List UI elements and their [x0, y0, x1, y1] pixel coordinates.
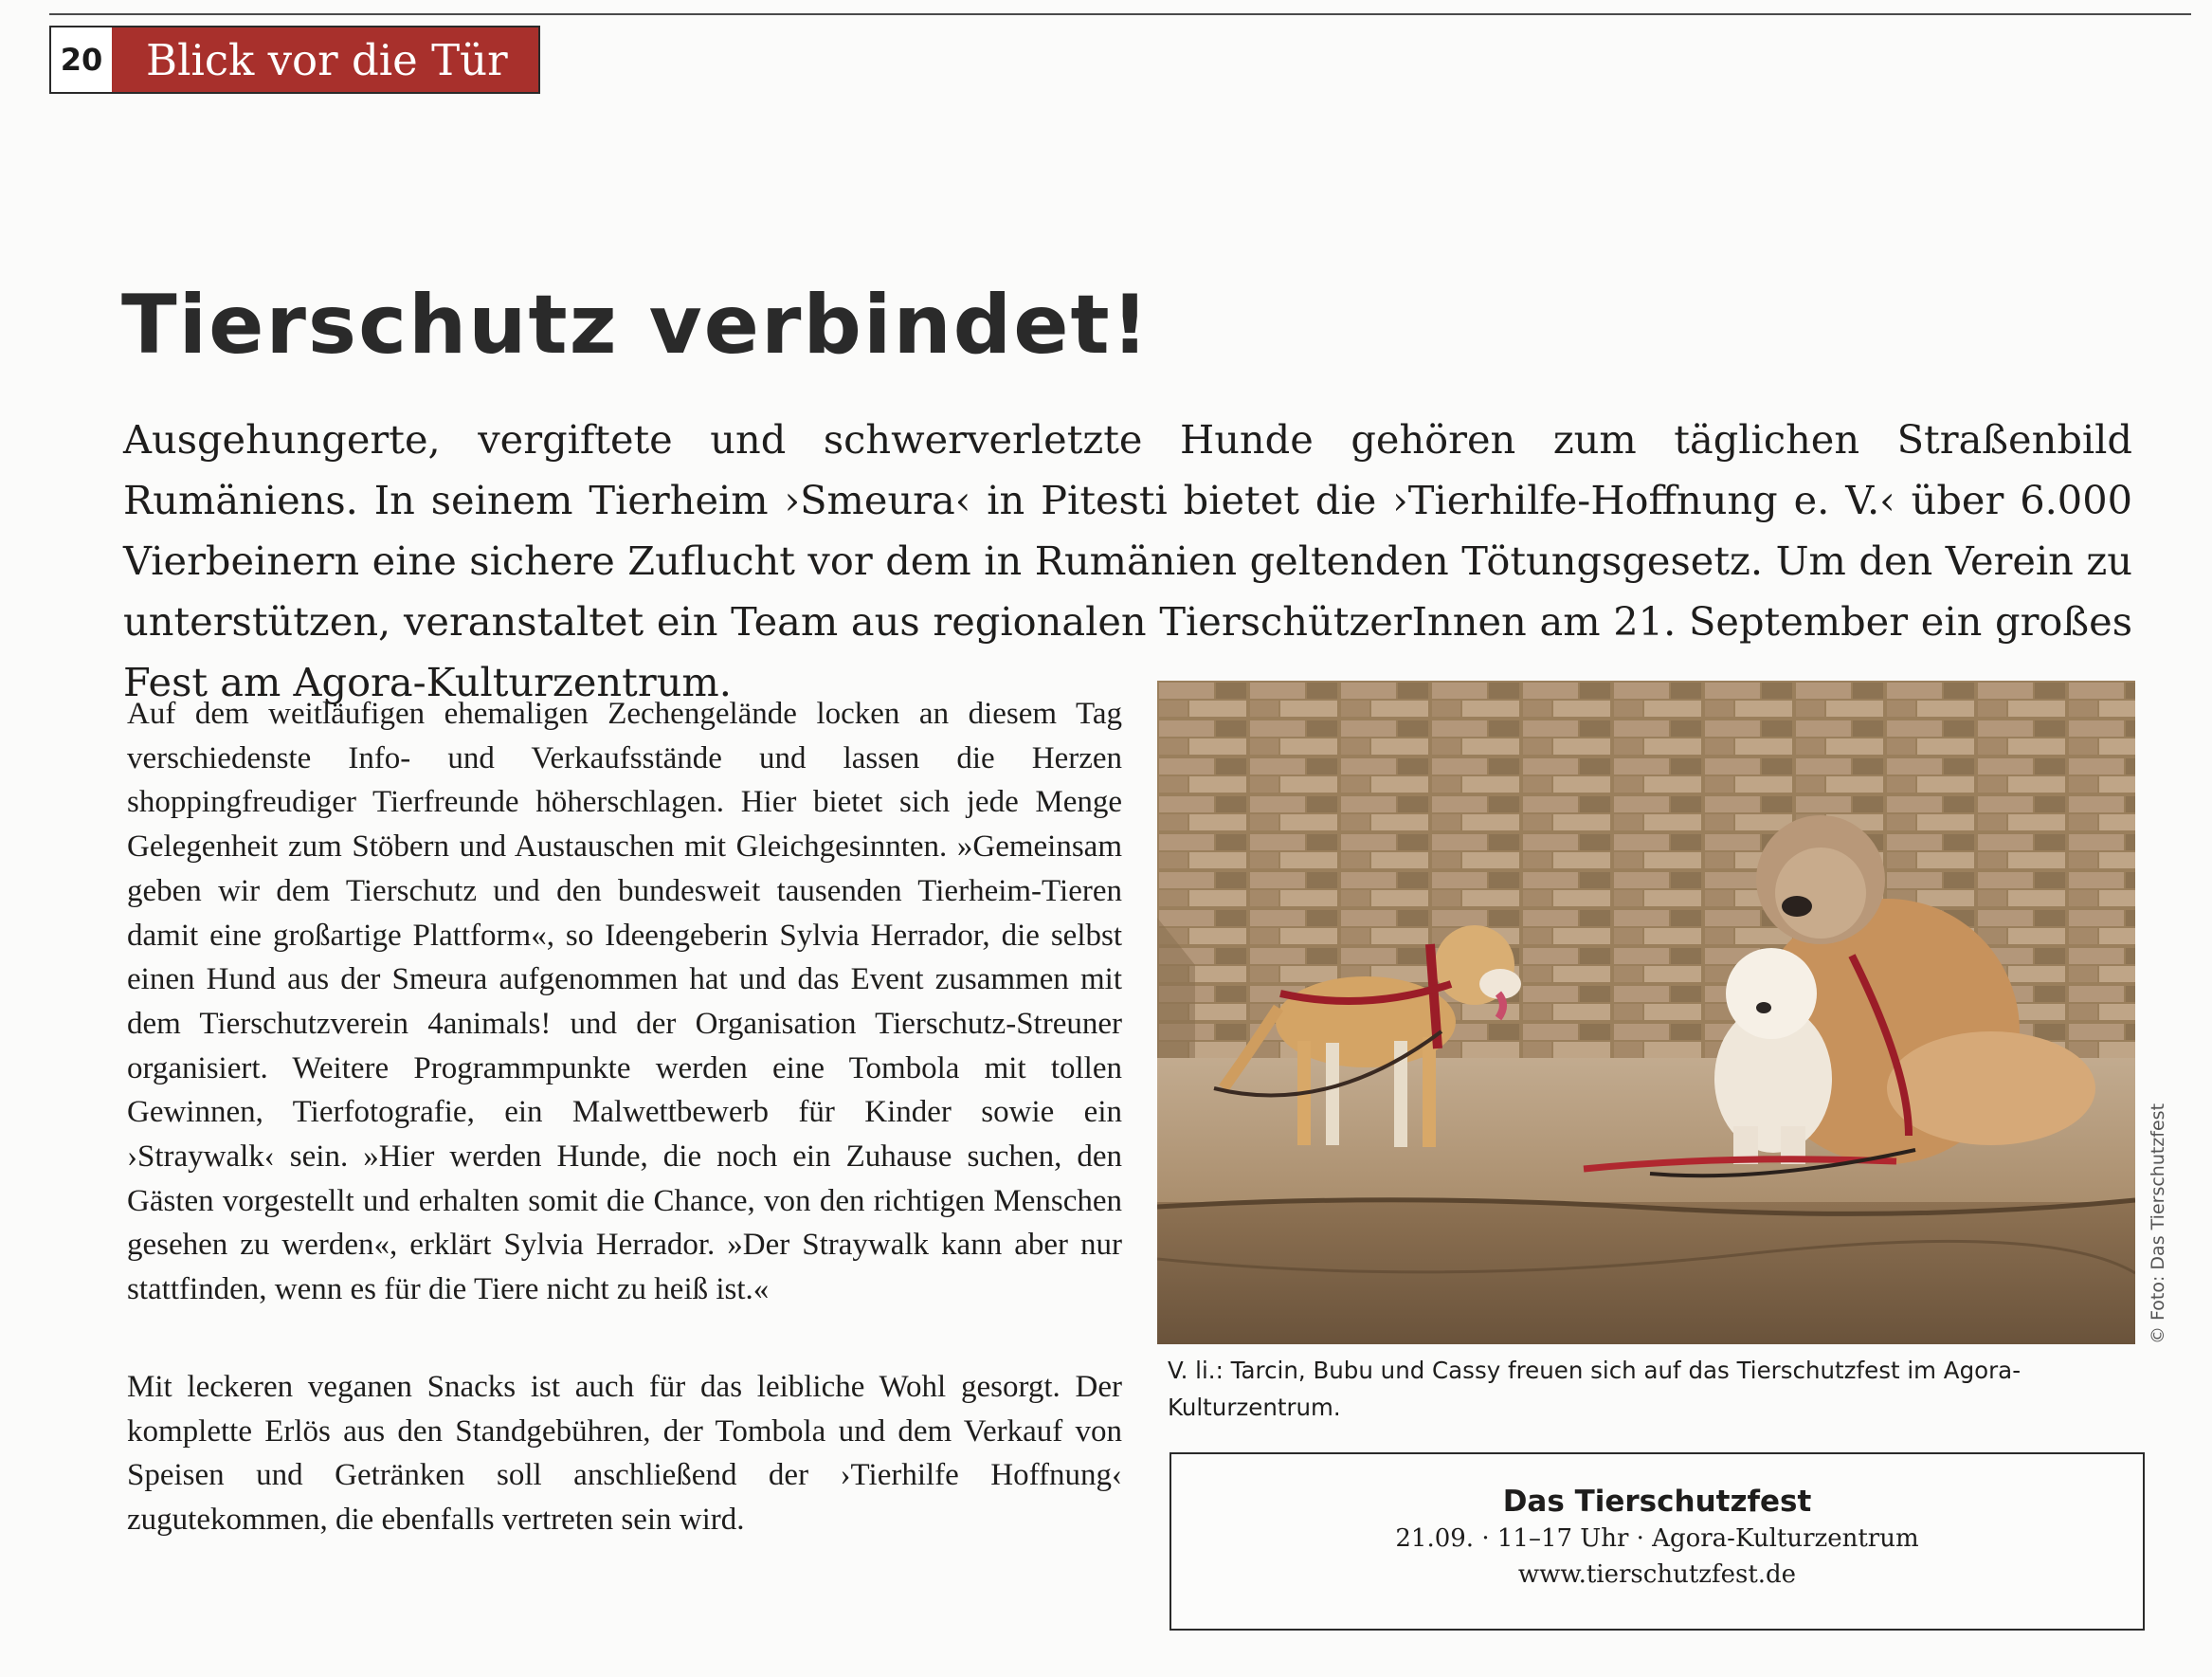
page-number: 20 — [60, 42, 103, 78]
article-body — [127, 692, 1122, 1542]
article-headline: Tierschutz verbindet! — [121, 278, 1151, 373]
page-header — [49, 26, 540, 94]
photo-credit: © Foto: Das Tierschutzfest — [2148, 1103, 2168, 1344]
photo-caption: V. li.: Tarcin, Bubu und Cassy freuen sich auf das Tierschutzfest im Agora-Kulturzentrum. — [1168, 1357, 2022, 1421]
section-title: Blick vor die Tür — [112, 27, 538, 92]
article-lead: Ausgehungerte, vergiftete und schwerverletzte Hunde gehören zum täglichen Straßenbild Rumäniens. In seinem Tierheim ›Smeura‹ in Pitesti bietet die ›Tierhilfe-Hoffnung e. V.‹ über 6.000 Vierbeinern eine sichere Zuflucht vor dem in Rumänien geltenden Tötungsgesetz. Um den Verein zu unterstützen, veranstaltet ein Team aus regionalen TierschützerInnen am 21. September ein großes Fest am Agora-Kulturzentrum. — [123, 416, 2132, 705]
dogs-photo — [1157, 681, 2135, 1344]
event-details: 21.09. · 11–17 Uhr · Agora-Kulturzentrum — [1395, 1524, 1919, 1553]
body-paragraph: Auf dem weitläufigen ehemaligen Zechengelände locken an diesem Tag verschiedenste Info- und Verkaufsstände und lassen die Herzen shoppingfreudiger Tierfreunde höherschlagen. Hier bietet sich jede Menge Gelegenheit zum Stöbern und Austauschen mit Gleichgesinnten. »Gemeinsam geben wir dem Tierschutz und den bundesweit tausenden Tierheim-Tieren damit eine großartige Plattform«, so Ideengeberin Sylvia Herrador, die selbst einen Hund aus der Smeura aufgenommen hat und das Event zusammen mit dem Tierschutzverein 4animals! und der Organisation Tierschutz-Streuner organisiert. Weitere Programmpunkte werden eine Tombola mit tollen Gewinnen, Tierfotografie, ein Malwettbewerb für Kinder sowie ein ›Straywalk‹ sein. »Hier werden Hunde, die noch ein Zuhause suchen, den Gästen vorgestellt und erhalten somit die Chance, von den richtigen Menschen gesehen zu werden«, erklärt Sylvia Herrador. »Der Straywalk kann aber nur stattfinden, wenn es für die Tiere nicht zu heiß ist.« — [127, 697, 1122, 1307]
event-title: Das Tierschutzfest — [1502, 1485, 1812, 1519]
top-rule — [49, 13, 2191, 15]
event-info-box — [1169, 1452, 2145, 1631]
event-website-link[interactable]: www.tierschutzfest.de — [1517, 1560, 1797, 1589]
body-paragraph: Mit leckeren veganen Snacks ist auch für das leibliche Wohl gesorgt. Der komplette Erlös aus den Standgebühren, der Tombola und dem Verkauf von Speisen und Getränken soll anschließend der ›Tierhilfe Hoffnung‹ zugutekommen, die ebenfalls vertreten sein wird. — [127, 1369, 1122, 1537]
